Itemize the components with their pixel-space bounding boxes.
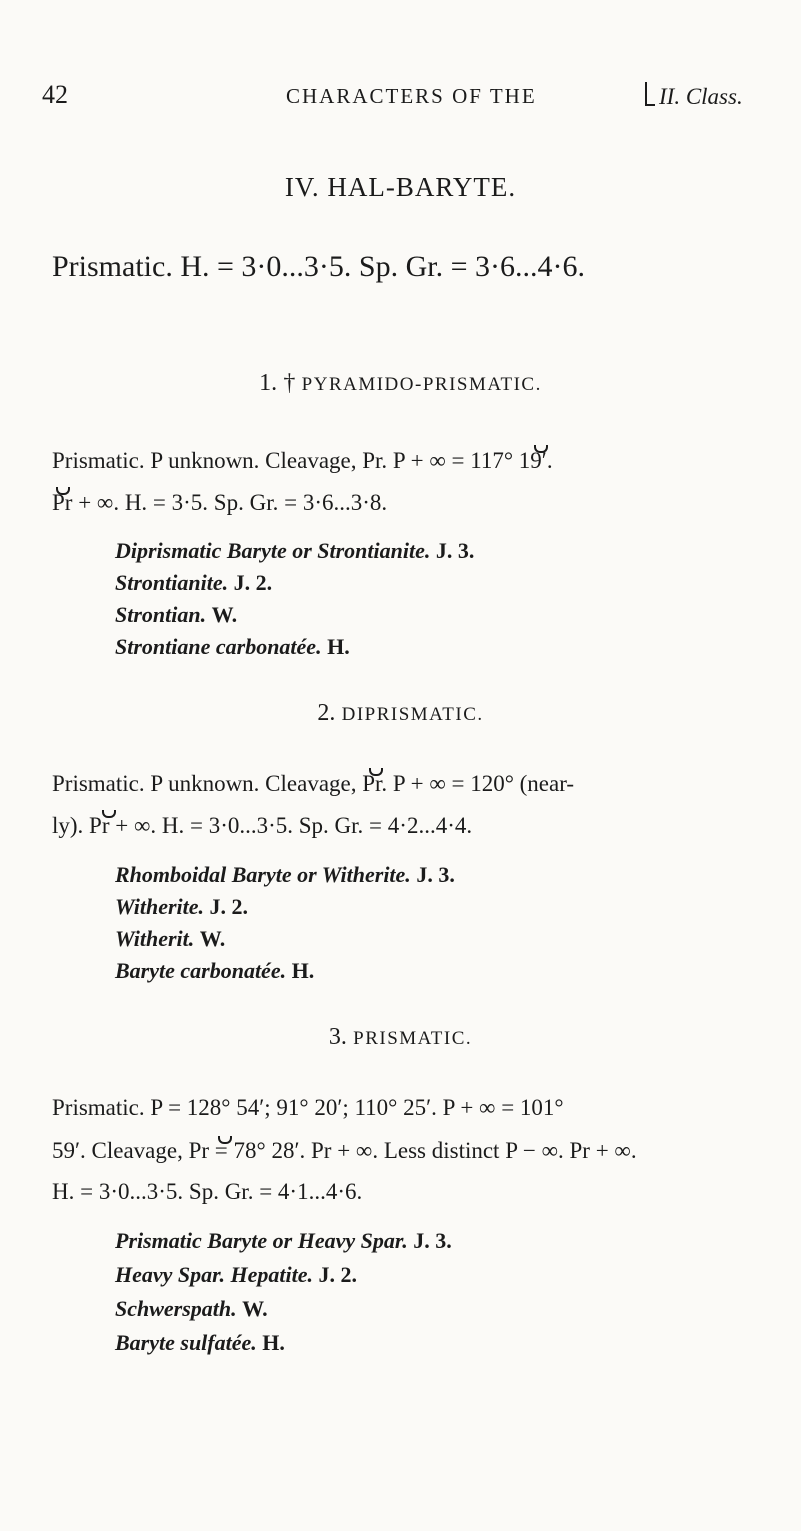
synonym-name: Rhomboidal Baryte or Witherite. bbox=[115, 862, 411, 887]
synonym-line bbox=[115, 570, 272, 596]
order-title: IV. HAL-BARYTE. bbox=[284, 172, 517, 202]
order-characters: Prismatic. H. = 3·0...3·5. Sp. Gr. = 3·6...4·6. bbox=[52, 250, 585, 283]
species-characters-line: H. = 3·0...3·5. Sp. Gr. = 4·1...4·6. bbox=[52, 1179, 363, 1204]
synonym-line bbox=[115, 1296, 268, 1322]
synonym-authority: J. 2. bbox=[233, 570, 273, 595]
synonym-authority: W. bbox=[242, 1296, 268, 1321]
synonym-line bbox=[115, 894, 248, 920]
synonym-line bbox=[115, 538, 474, 564]
synonym-authority: J. 3. bbox=[413, 1228, 452, 1253]
running-head: CHARACTERS OF THE bbox=[286, 84, 537, 108]
species-number: 1. bbox=[259, 370, 278, 396]
synonym-name: Witherit. bbox=[115, 926, 195, 951]
synonym-name: Prismatic Baryte or Heavy Spar. bbox=[115, 1228, 408, 1253]
bracket-mark bbox=[645, 82, 655, 106]
species-characters-line: Pr + ∞. H. = 3·5. Sp. Gr. = 3·6...3·8. bbox=[52, 490, 388, 515]
running-class bbox=[645, 82, 743, 110]
synonym-name: Baryte carbonatée. bbox=[115, 958, 287, 983]
species-name: DIPRISMATIC. bbox=[341, 704, 484, 725]
synonym-line bbox=[115, 1228, 452, 1254]
page-number: 42 bbox=[42, 80, 68, 109]
species-title bbox=[0, 370, 801, 397]
species-title bbox=[0, 1024, 801, 1051]
synonym-name: Diprismatic Baryte or Strontianite. bbox=[115, 538, 431, 563]
synonym-name: Strontianite. bbox=[115, 570, 229, 595]
species-title bbox=[0, 700, 801, 727]
synonym-name: Witherite. bbox=[115, 894, 205, 919]
synonym-name: Strontian. bbox=[115, 602, 207, 627]
synonym-line bbox=[115, 1330, 285, 1356]
species-mark: † bbox=[283, 370, 296, 396]
synonym-name: Baryte sulfatée. bbox=[115, 1330, 257, 1355]
synonym-line bbox=[115, 958, 314, 984]
synonym-name: Strontiane carbonatée. bbox=[115, 634, 322, 659]
synonym-authority: H. bbox=[262, 1330, 285, 1355]
synonym-line bbox=[115, 1262, 357, 1288]
running-class-text: II. Class. bbox=[659, 84, 743, 109]
synonym-line bbox=[115, 926, 225, 952]
synonym-authority: J. 2. bbox=[209, 894, 249, 919]
species-number: 2. bbox=[317, 700, 336, 726]
species-characters-line: Prismatic. P unknown. Cleavage, Pr. P + ∞ = 120° (near- bbox=[52, 771, 575, 796]
synonym-authority: H. bbox=[291, 958, 315, 983]
synonym-authority: J. 3. bbox=[435, 538, 475, 563]
synonym-authority: J. 2. bbox=[318, 1262, 357, 1287]
species-characters-line: Prismatic. P = 128° 54′; 91° 20′; 110° 25′. P + ∞ = 101° bbox=[52, 1095, 564, 1120]
synonym-authority: W. bbox=[211, 602, 238, 627]
species-characters-line: 59′. Cleavage, Pr = 78° 28′. Pr + ∞. Less distinct P − ∞. Pr + ∞. bbox=[52, 1138, 637, 1163]
species-characters-line: Prismatic. P unknown. Cleavage, Pr. P + ∞ = 117° 19′. bbox=[52, 448, 553, 473]
synonym-authority: W. bbox=[199, 926, 226, 951]
synonym-line bbox=[115, 862, 455, 888]
synonym-authority: J. 3. bbox=[416, 862, 455, 887]
species-number: 3. bbox=[328, 1024, 347, 1050]
species-name: PYRAMIDO-PRISMATIC. bbox=[301, 374, 542, 395]
synonym-authority: H. bbox=[327, 634, 350, 659]
synonym-line bbox=[115, 634, 350, 660]
species-name: PRISMATIC. bbox=[353, 1028, 473, 1049]
synonym-name: Heavy Spar. Hepatite. bbox=[115, 1262, 313, 1287]
synonym-line bbox=[115, 602, 237, 628]
synonym-name: Schwerspath. bbox=[115, 1296, 237, 1321]
species-characters-line: ly). Pr + ∞. H. = 3·0...3·5. Sp. Gr. = 4·2...4·4. bbox=[52, 813, 473, 838]
